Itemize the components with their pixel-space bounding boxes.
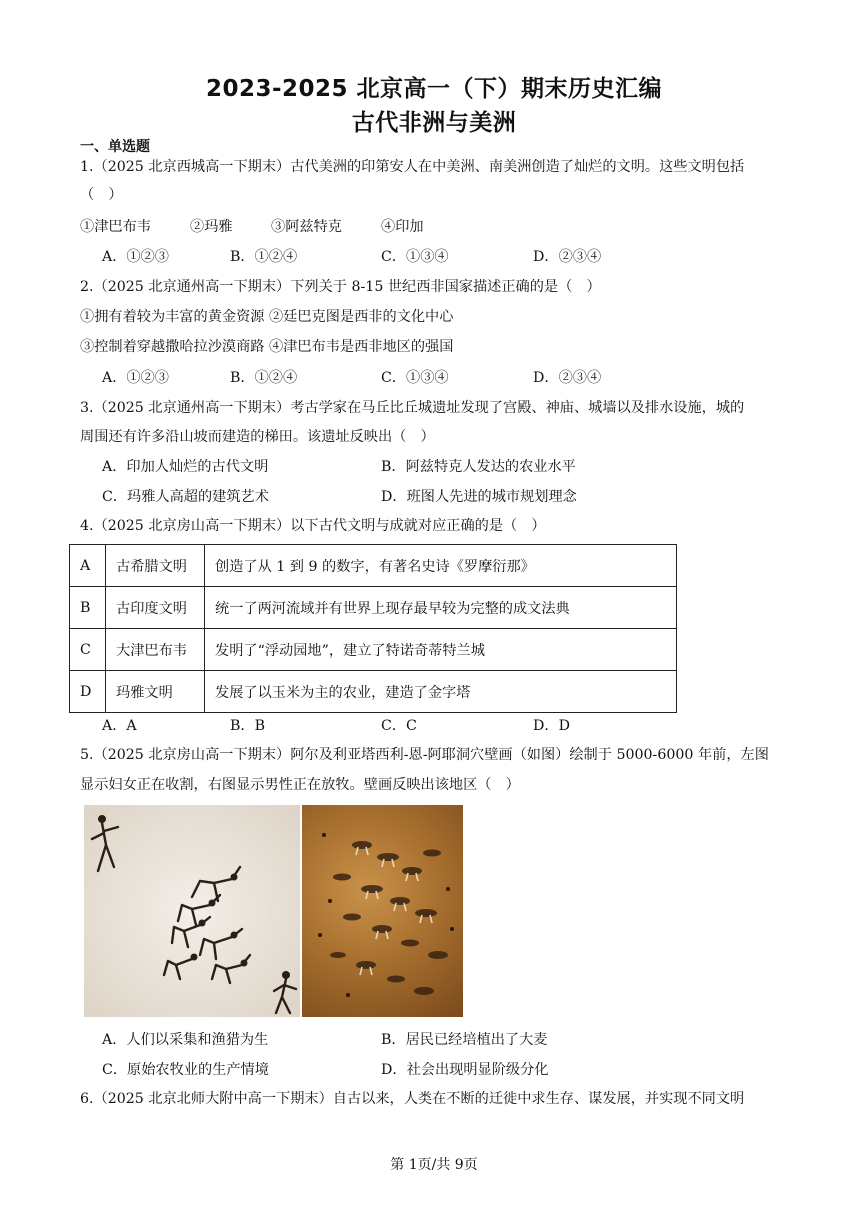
question-3-stem: 3.（2025 北京通州高一下期末）考古学家在马丘比丘城遗址发现了宫殿、神庙、城墙以及排水设施，城的 [80,400,745,416]
question-3-stem-cont: 周围还有许多沿山坡而建造的梯田。该遗址反映出（ ） [80,429,435,445]
question-6-stem: 6.（2025 北京北师大附中高一下期末）自古以来，人类在不断的迁徙中求生存、谋发展，并实现不同文明 [80,1091,745,1107]
page-title-line1: 2023-2025 北京高一（下）期末历史汇编 [205,76,663,102]
section-label: 一、单选题 [80,139,150,155]
table-row [70,629,677,671]
question-1-item-1: ①津巴布韦 [80,219,151,235]
question-5-option-b[interactable]: B．居民已经培植出了大麦 [381,1032,548,1048]
table-cell-letter: C [70,629,106,671]
table-row [70,671,677,713]
question-4-option-a[interactable]: A．A [102,718,137,734]
question-3-option-b[interactable]: B．阿兹特克人发达的农业水平 [381,459,576,475]
question-1-item-2: ②玛雅 [190,219,233,235]
table-cell-achievement: 发展了以玉米为主的农业，建造了金字塔 [205,671,677,713]
page-number: 第 1页/共 9页 [390,1157,478,1173]
table-cell-letter: D [70,671,106,713]
question-2-option-d[interactable]: D．②③④ [533,370,602,386]
question-2-option-a[interactable]: A．①②③ [102,370,169,386]
table-cell-civilization: 玛雅文明 [106,671,205,713]
question-2-statements-2: ③控制着穿越撒哈拉沙漠商路 ④津巴布韦是西非地区的强国 [80,339,454,355]
table-row [70,587,677,629]
question-2-stem: 2.（2025 北京通州高一下期末）下列关于 8-15 世纪西非国家描述正确的是（ ） [80,279,601,295]
question-5-option-a[interactable]: A．人们以采集和渔猎为生 [102,1032,269,1048]
question-3-option-c[interactable]: C．玛雅人高超的建筑艺术 [102,489,269,505]
question-5-stem: 5.（2025 北京房山高一下期末）阿尔及利亚塔西利-恩-阿耶洞穴壁画（如图）绘制于 5000-6000 年前，左图 [80,747,769,763]
harvest-figures-drawing [84,805,300,1017]
table-cell-civilization: 古印度文明 [106,587,205,629]
question-4-stem: 4.（2025 北京房山高一下期末）以下古代文明与成就对应正确的是（ ） [80,518,546,534]
question-1-item-3: ③阿兹特克 [271,219,342,235]
question-2-option-b[interactable]: B．①②④ [230,370,298,386]
question-1-option-a[interactable]: A．①②③ [102,249,169,265]
question-4-option-b[interactable]: B．B [230,718,266,734]
question-1-item-4: ④印加 [381,219,424,235]
question-2-option-c[interactable]: C．①③④ [381,370,449,386]
question-1-stem: 1.（2025 北京西城高一下期末）古代美洲的印第安人在中美洲、南美洲创造了灿烂的文明。这些文明包括 [80,159,745,175]
table-row [70,545,677,587]
cave-painting-harvest-image [84,805,300,1017]
table-cell-civilization: 大津巴布韦 [106,629,205,671]
cave-painting-herding-image [302,805,463,1017]
question-5-stem-cont: 显示妇女正在收割，右图显示男性正在放牧。壁画反映出该地区（ ） [80,777,520,793]
question-1-option-c[interactable]: C．①③④ [381,249,449,265]
question-4-table [69,544,677,713]
table-cell-letter: A [70,545,106,587]
table-cell-achievement: 创造了从 1 到 9 的数字，有著名史诗《罗摩衍那》 [205,545,677,587]
question-3-option-d[interactable]: D．班图人先进的城市规划理念 [381,489,577,505]
question-4-option-d[interactable]: D．D [533,718,570,734]
question-1-option-b[interactable]: B．①②④ [230,249,298,265]
table-cell-achievement: 发明了“浮动园地”，建立了特诺奇蒂特兰城 [205,629,677,671]
table-cell-achievement: 统一了两河流域并有世界上现存最早较为完整的成文法典 [205,587,677,629]
question-3-option-a[interactable]: A．印加人灿烂的古代文明 [102,459,269,475]
question-4-option-c[interactable]: C．C [381,718,417,734]
page-title-line2: 古代非洲与美洲 [351,110,517,136]
question-2-statements-1: ①拥有着较为丰富的黄金资源 ②廷巴克图是西非的文化中心 [80,309,454,325]
herding-animals-drawing [302,805,463,1017]
question-5-option-c[interactable]: C．原始农牧业的生产情境 [102,1062,269,1078]
table-cell-civilization: 古希腊文明 [106,545,205,587]
question-1-stem-cont: （ ） [80,187,123,203]
question-1-option-d[interactable]: D．②③④ [533,249,602,265]
table-cell-letter: B [70,587,106,629]
question-5-option-d[interactable]: D．社会出现明显阶级分化 [381,1062,549,1078]
